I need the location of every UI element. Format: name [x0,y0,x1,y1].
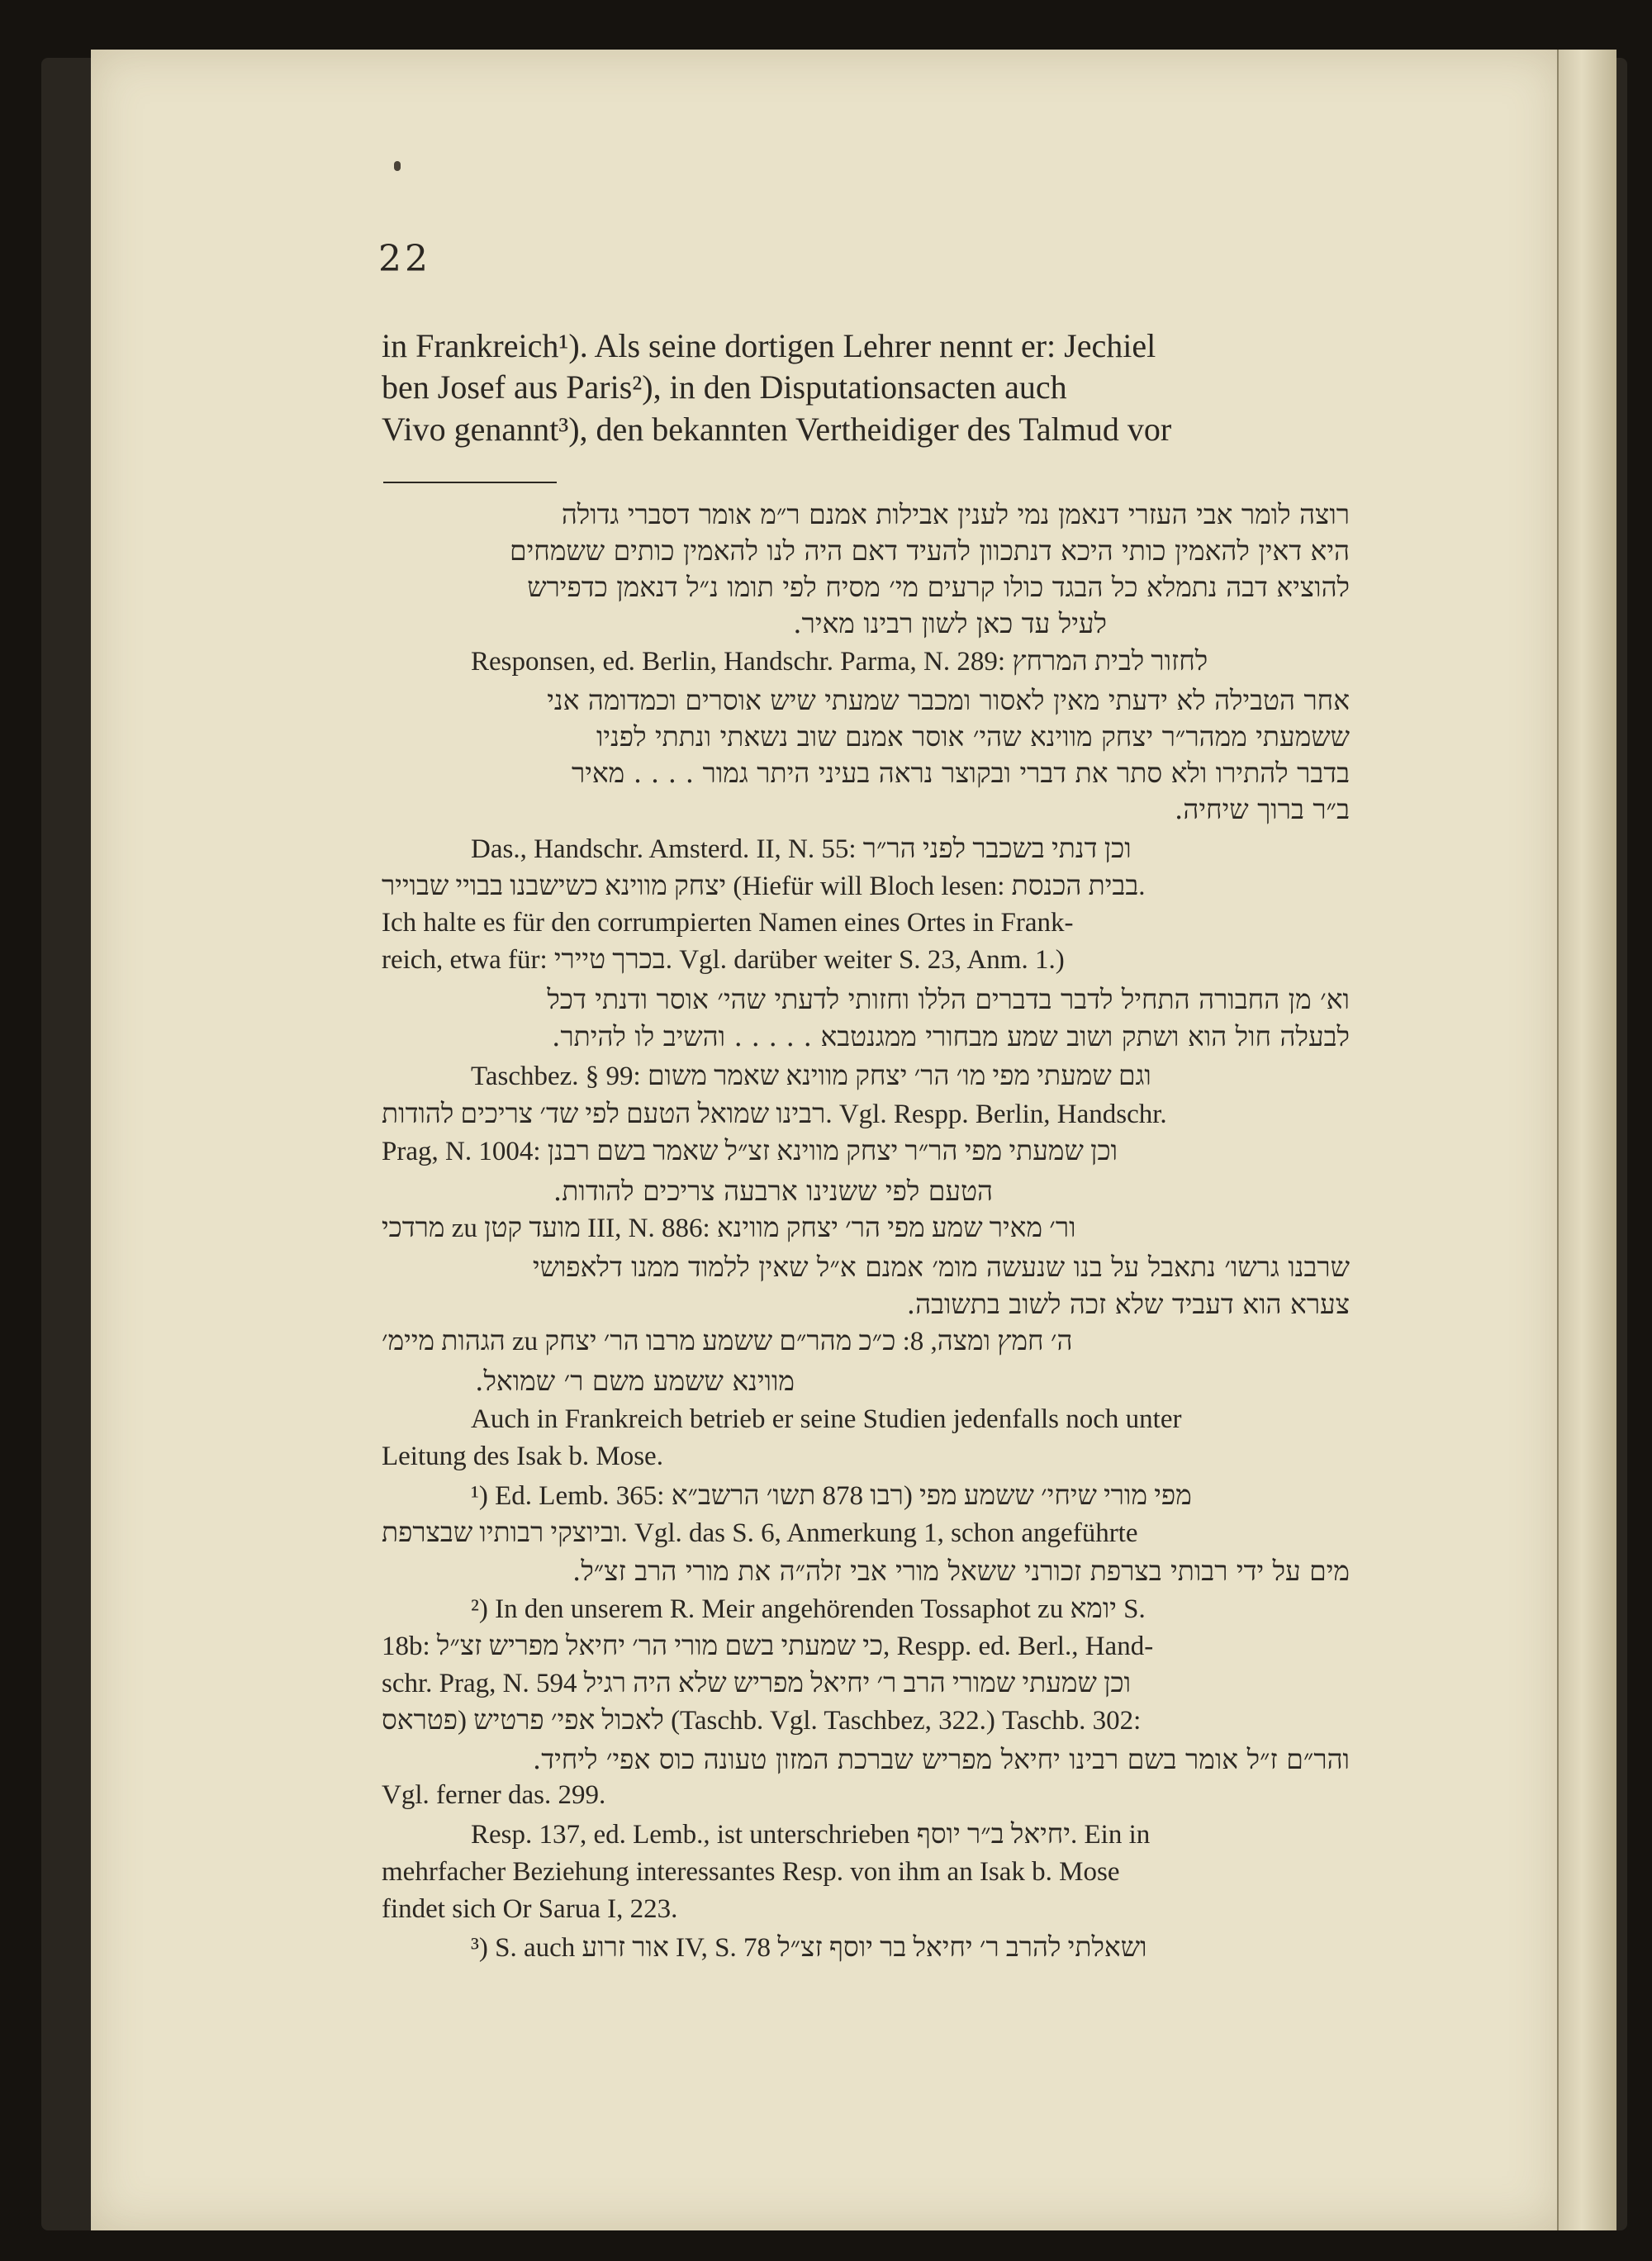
note-line: Taschbez. § 99: וגם שמעתי מפי מו׳ הר׳ יצחק מווינא שאמר משום [471,1062,1151,1091]
footnote-rule [383,482,557,483]
next-page-edge [1557,50,1616,2230]
note-line: רבינו שמואל הטעם לפי שד׳ צריכים להודות. Vgl. Respp. Berlin, Handschr. [382,1100,1167,1129]
footnote-3-line: ³) S. auch אור זרוע IV, S. 78 ושאלתי להרב ר׳ יחיאל בר יוסף זצ״ל [471,1933,1147,1963]
body-line: Vivo genannt³), den bekannten Vertheidiger des Talmud vor [382,411,1172,448]
note-line: הגהות מיימ׳ zu ה׳ חמץ ומצה, 8: כ״כ מהר״ם ששמע מרבו הר׳ יצחק [382,1327,1073,1356]
note-line-hebrew: מווינא ששמע משם ר׳ שמואל. [474,1365,795,1397]
note-line-hebrew: לבעלה חול הוא ושתק ושוב שמע מבחורי ממגנטבא . . . . . והשיב לו להיתר. [551,1020,1350,1052]
body-line: ben Josef aus Paris²), in den Disputationsacten auch [382,368,1067,406]
footnote-2-line: ²) In den unserem R. Meir angehörenden Tossaphot zu יומא S. [471,1594,1146,1624]
note-line-hebrew: היא דאין להאמין כותי היכא דנתכוון להעיד דאם היה לנו להאמין כותים ששמחים [510,534,1350,567]
page-number: 22 [378,238,431,280]
note-line: Resp. 137, ed. Lemb., ist unterschrieben יחיאל ב״ר יוסף. Ein in [471,1820,1151,1850]
note-line-hebrew: שרבנו גרשו׳ נתאבל על בנו שנעשה מומ׳ אמנם א״ל שאין ללמוד ממנו דלאפושי [532,1251,1350,1283]
note-line-hebrew: בדבר להתירו ולא סתר את דברי ובקוצר נראה בעיני היתר גמור . . . . מאיר [572,757,1350,789]
note-line: schr. Prag, N. 594 וכן שמעתי שמורי הרב ר׳ יחיאל מפריש שלא היה רגיל [382,1669,1132,1698]
note-line: 18b: כי שמעתי בשם מורי הר׳ יחיאל מפריש זצ״ל, Respp. ed. Berl., Hand- [382,1632,1154,1661]
note-line-hebrew: ב״ר ברוך שיחיה. [1174,793,1350,825]
note-line-hebrew: רוצה לומר אבי העזרי דנאמן נמי לענין אבילות אמנם ר״מ אומר דסברי גדולה [561,498,1350,530]
note-line: Prag, N. 1004: וכן שמעתי מפי הר״ר יצחק מווינא זצ״ל שאמר בשם רבנן [382,1137,1118,1166]
note-line: Responsen, ed. Berlin, Handschr. Parma, N. 289: לחזור לבית המרחץ [471,647,1208,677]
note-line: reich, etwa für: בכרך טיירי. Vgl. darüber weiter S. 23, Anm. 1.) [382,945,1065,975]
note-line: Vgl. ferner das. 299. [382,1780,606,1810]
note-line-hebrew: וא׳ מן החבורה התחיל לדבר בדברים הללו וחזותי לדעתי שהי׳ אוסר ודנתי דכל [547,983,1350,1015]
note-line-hebrew: צערא הוא דעביד שלא זכה לשוב בתשובה. [906,1288,1350,1320]
note-line: Das., Handschr. Amsterd. II, N. 55: וכן דנתי בשכבר לפני הר״ר [471,834,1132,864]
body-line: in Frankreich¹). Als seine dortigen Lehrer nennt er: Jechiel [382,327,1156,364]
note-line-hebrew: מים על ידי רבותי בצרפת זכורני ששאל מורי אבי זלה״ה את מורי הרב זצ״ל. [572,1555,1350,1587]
note-line-hebrew: והר״ם ז״ל אומר בשם רבינו יחיאל מפריש שברכת המזון טעונה כוס אפי׳ ליחיד. [532,1743,1350,1775]
note-line: findet sich Or Sarua I, 223. [382,1894,678,1924]
note-line-hebrew: להוציא דבה נתמלא כל הבגד כולו קרעים מי׳ מסיח לפי תומו נ״ל דנאמן כדפירש [527,571,1350,603]
note-line-hebrew: אחר הטבילה לא ידעתי מאין לאסור ומכבר שמעתי שיש אוסרים וכמדומה אני [547,684,1350,716]
note-line: mehrfacher Beziehung interessantes Resp. von ihm an Isak b. Mose [382,1857,1120,1887]
note-line: וביוצקי רבותיו שבצרפת. Vgl. das S. 6, Anmerkung 1, schon angeführte [382,1518,1138,1548]
note-line: Auch in Frankreich betrieb er seine Studien jedenfalls noch unter [471,1404,1182,1434]
note-line-hebrew: הטעם לפי ששנינו ארבעה צריכים להודות. [553,1175,993,1207]
note-line: יצחק מווינא כשישבנו בבויי שבוייר (Hiefür will Bloch lesen: בבית הכנסת. [382,872,1146,901]
note-line-hebrew: ששמעתי ממהר״ר יצחק מווינא שהי׳ אוסר אמנם שוב נשאתי ונתתי לפניו [596,720,1350,753]
note-line: Ich halte es für den corrumpierten Namen eines Ortes in Frank- [382,908,1074,938]
note-line-hebrew: לעיל עד כאן לשון רבינו מאיר. [793,607,1107,639]
note-line: מרדכי zu מועד קטן III, N. 886: ור׳ מאיר שמע מפי הר׳ יצחק מווינא [382,1214,1076,1243]
note-line: Leitung des Isak b. Mose. [382,1442,663,1471]
ink-speck [394,161,401,171]
note-line: לאכול אפי׳ פרטיש (פטראס (Taschb. Vgl. Taschbez, 322.) Taschb. 302: [382,1706,1142,1736]
footnote-1-line: ¹) Ed. Lemb. 365: מפי מורי שיחי׳ ששמע מפי (רבו 878 תשו׳ הרשב״א [471,1481,1192,1511]
